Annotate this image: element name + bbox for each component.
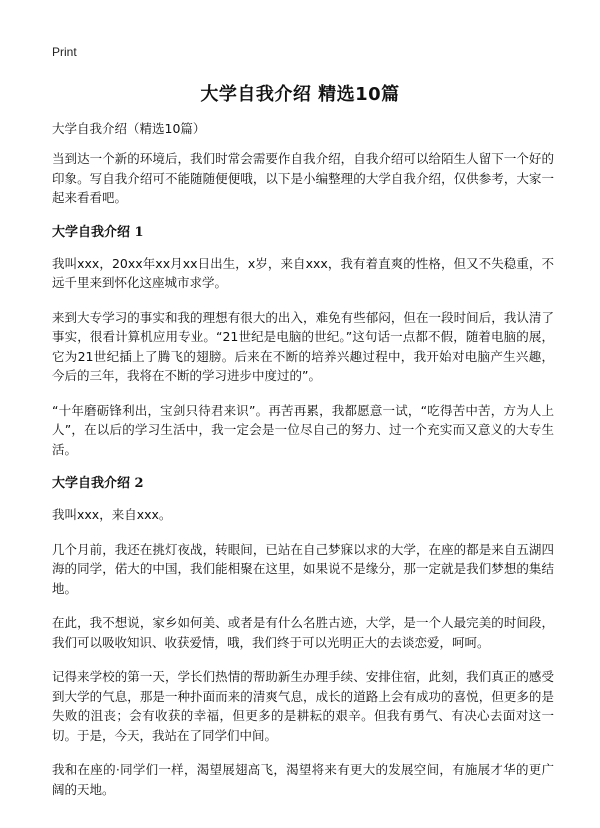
paragraph: 我叫xxx，20xx年xx月xx日出生，x岁，来自xxx，我有着直爽的性格，但又不失稳重，不远千里来到怀化这座城市求学。 xyxy=(52,255,554,290)
paragraph: 我叫xxx，来自xxx。 xyxy=(52,507,172,522)
page-title: 大学自我介绍 精选10篇 xyxy=(200,84,400,105)
section-heading-2: 大学自我介绍 2 xyxy=(52,476,144,491)
paragraph: 来到大专学习的事实和我的理想有很大的出入，难免有些郁闷，但在一段时间后，我认清了事实，很看计算机应用专业。“21世纪是电脑的世纪。”这句话一点都不假，随着电脑的展，它为21世纪插上了腾飞的翅膀。后来在不断的培养兴趣过程中，我开始对电脑产生兴趣，今后的三年，我将在不断的学习进步中度过的”。 xyxy=(52,309,554,383)
paragraph: “十年磨砺锋利出，宝剑只待君来识”。再苦再累，我都愿意一试，“吃得苦中苦，方为人上人”，在以后的学习生活中，我一定会是一位尽自己的努力、过一个充实而又意义的大专生活。 xyxy=(52,402,554,457)
print-link[interactable]: Print xyxy=(52,45,77,59)
section-heading-1: 大学自我介绍 1 xyxy=(52,224,144,240)
paragraph: 几个月前，我还在挑灯夜战，转眼间，已站在自己梦寐以求的大学，在座的都是来自五湖四海的同学，偌大的中国，我们能相聚在这里，如果说不是缘分，那一定就是我们梦想的集结地。 xyxy=(52,541,554,596)
article-subtitle: 大学自我介绍（精选10篇） xyxy=(52,121,206,136)
paragraph: 我和在座的·同学们一样，渴望展翅高飞，渴望将来有更大的发展空间，有施展才华的更广阔的天地。 xyxy=(52,762,554,797)
paragraph: 记得来学校的第一天，学长们热情的帮助新生办理手续、安排住宿，此刻，我们真正的感受到大学的气息，那是一种扑面而来的清爽气息，成长的道路上会有成功的喜悦，但更多的是失败的沮丧；会有收获的幸福，但更多的是耕耘的艰辛。但我有勇气、有决心去面对这一切。于是，今天，我站在了同学们中间。 xyxy=(52,669,554,743)
article-body xyxy=(52,120,554,814)
paragraph: 在此，我不想说，家乡如何美、或者是有什么名胜古迹，大学，是一个人最完美的时间段，我们可以吸收知识、收获爱情，哦，我们终于可以光明正大的去谈恋爱，呵呵。 xyxy=(52,615,554,650)
intro-paragraph: 当到达一个新的环境后，我们时常会需要作自我介绍，自我介绍可以给陌生人留下一个好的印象。写自我介绍可不能随随便便哦，以下是小编整理的大学自我介绍，仅供参考，大家一起来看看吧。 xyxy=(52,151,554,205)
